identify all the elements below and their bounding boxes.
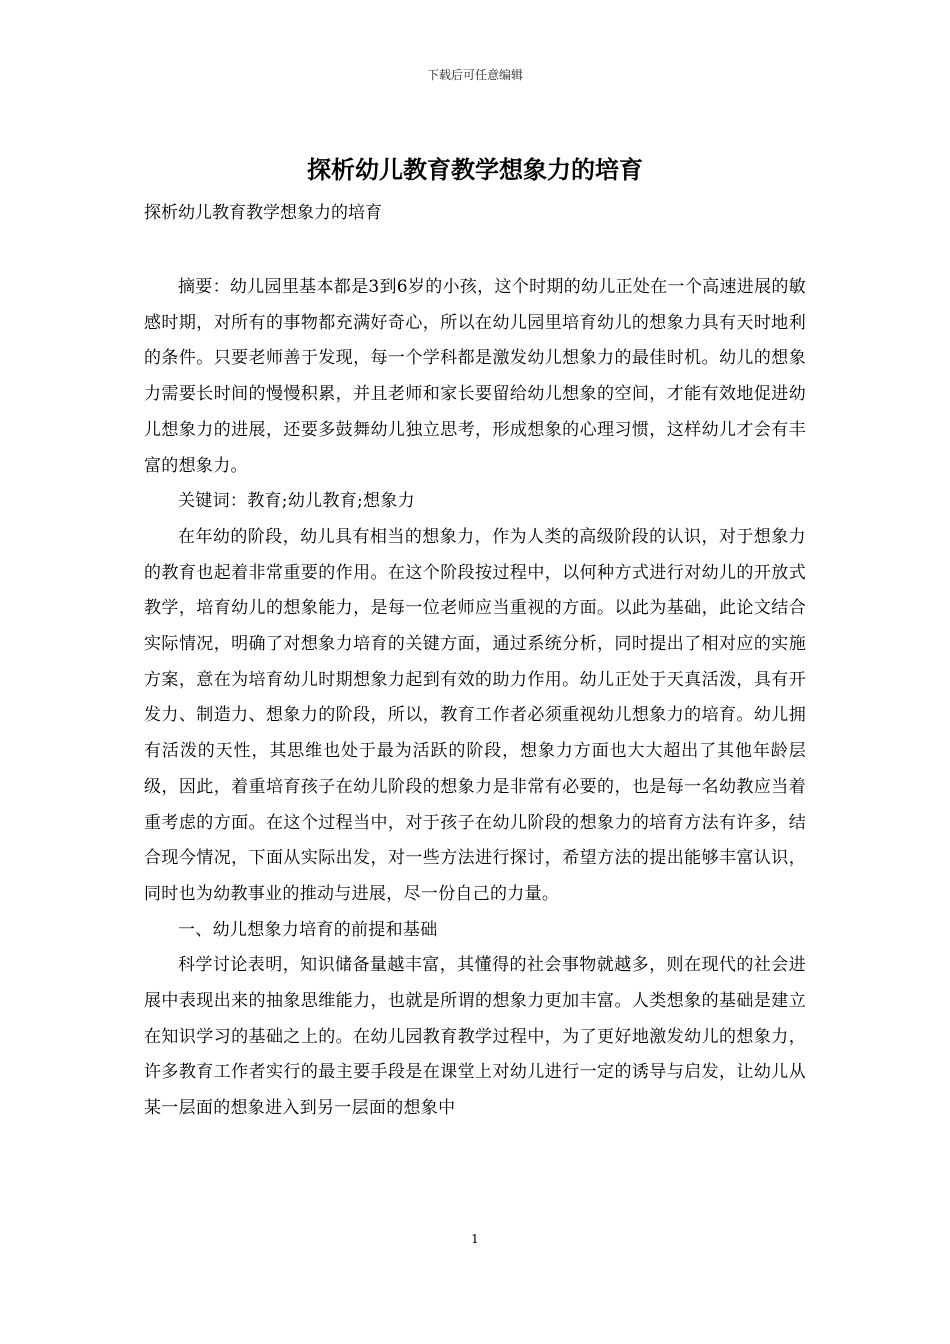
page-header-note: 下载后可任意编辑	[426, 68, 523, 82]
keywords-paragraph: 关键词：教育;幼儿教育;想象力	[178, 491, 415, 512]
document-subtitle: 探析幼儿教育教学想象力的培育	[144, 203, 382, 223]
section-heading: 一、幼儿想象力培育的前提和基础	[178, 919, 438, 940]
document-body	[144, 270, 806, 1127]
page-number: 1	[471, 1232, 479, 1246]
abstract-paragraph: 摘要：幼儿园里基本都是3到6岁的小孩，这个时期的幼儿正处在一个高速进展的敏感时期，对所有的事物都充满好奇心，所以在幼儿园里培育幼儿的想象力具有天时地利的条件。只要老师善于发现，每一个学科都是激发幼儿想象力的最佳时机。幼儿的想象力需要长时间的慢慢积累，并且老师和家长要留给幼儿想象的空间，才能有效地促进幼儿想象力的进展，还要多鼓舞幼儿独立思考，形成想象的心理习惯，这样幼儿才会有丰富的想象力。	[144, 277, 806, 476]
intro-paragraph: 在年幼的阶段，幼儿具有相当的想象力，作为人类的高级阶段的认识，对于想象力的教育也起着非常重要的作用。在这个阶段按过程中，以何种方式进行对幼儿的开放式教学，培育幼儿的想象能力，是每一位老师应当重视的方面。以此为基础，此论文结合实际情况，明确了对想象力培育的关键方面，通过系统分析，同时提出了相对应的实施方案，意在为培育幼儿时期想象力起到有效的助力作用。幼儿正处于天真活泼，具有开发力、制造力、想象力的阶段，所以，教育工作者必须重视幼儿想象力的培育。幼儿拥有活泼的天性，其思维也处于最为活跃的阶段，想象力方面也大大超出了其他年龄层级，因此，着重培育孩子在幼儿阶段的想象力是非常有必要的，也是每一名幼教应当着重考虑的方面。在这个过程当中，对于孩子在幼儿阶段的想象力的培育方法有许多，结合现今情况，下面从实际出发，对一些方法进行探讨，希望方法的提出能够丰富认识，同时也为幼教事业的推动与进展，尽一份自己的力量。	[144, 526, 806, 904]
section-paragraph: 科学讨论表明，知识储备量越丰富，其懂得的社会事物就越多，则在现代的社会进展中表现出来的抽象思维能力，也就是所谓的想象力更加丰富。人类想象的基础是建立在知识学习的基础之上的。在幼儿园教育教学过程中，为了更好地激发幼儿的想象力，许多教育工作者实行的最主要手段是在课堂上对幼儿进行一定的诱导与启发，让幼儿从某一层面的想象进入到另一层面的想象中	[144, 955, 806, 1119]
document-title: 探析幼儿教育教学想象力的培育	[307, 155, 643, 184]
